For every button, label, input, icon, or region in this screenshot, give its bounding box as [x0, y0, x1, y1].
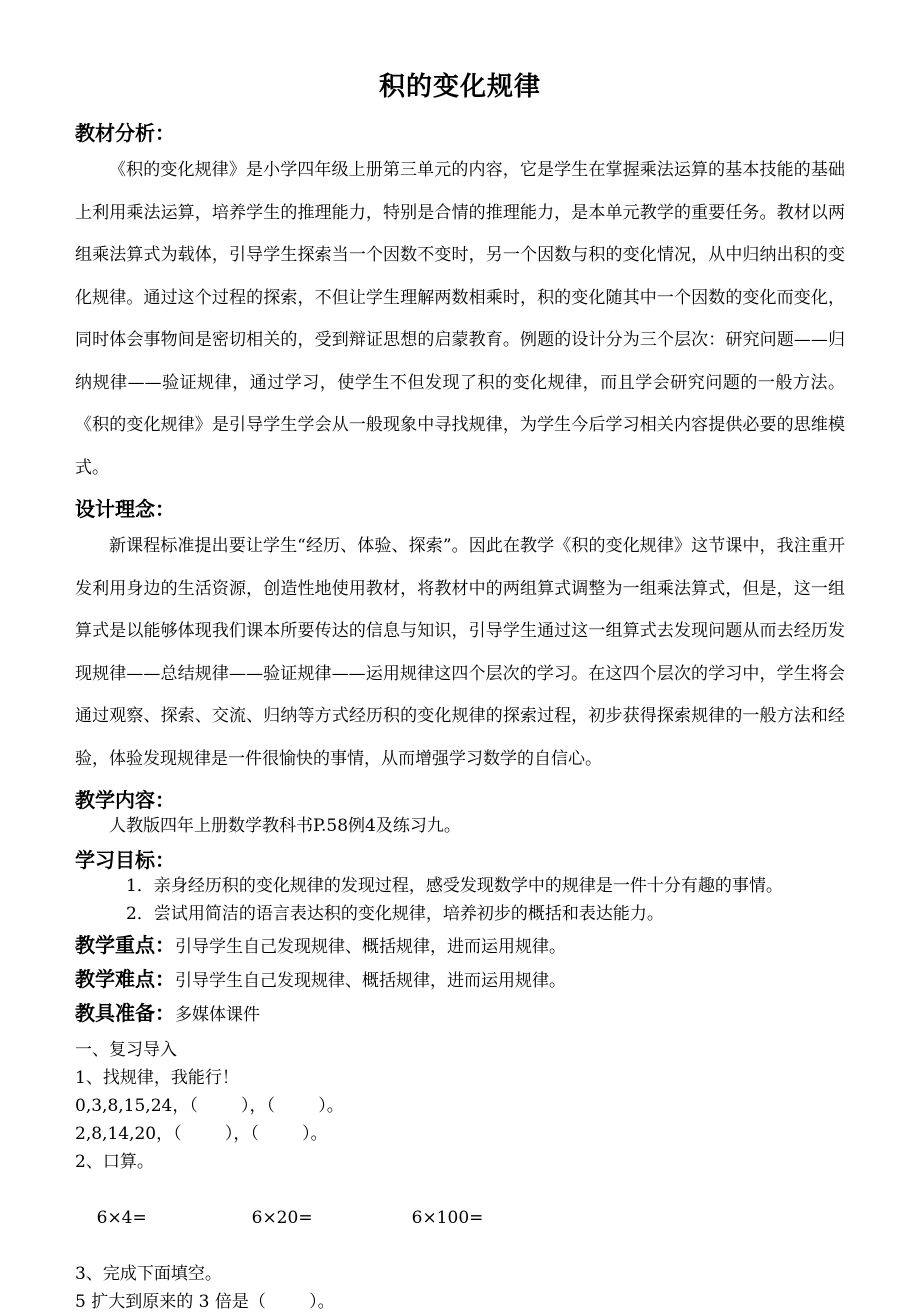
key-point-text: 引导学生自己发现规律、概括规律，进而运用规律。 — [175, 937, 566, 958]
review-task-3-label: 3、完成下面填空。 — [75, 1264, 222, 1285]
review-task-2-label: 2、口算。 — [75, 1152, 154, 1173]
paragraph-textbook-analysis: 《积的变化规律》是小学四年级上册第三单元的内容，它是学生在掌握乘法运算的基本技能的基础上利用乘法运算，培养学生的推理能力，特别是合情的推理能力，是本单元教学的重要任务。教材以两组乘法算式为载体，引导学生探索当一个因数不变时，另一个因数与积的变化情况，从中归纳出积的变化规律。通过这个过程的探索，不但让学生理解两数相乘时，积的变化随其中一个因数的变化而变化，同时体会事物间是密切相关的，受到辩证思想的启蒙教育。例题的设计分为三个层次：研究问题——归纳规律——验证规律，通过学习，使学生不但发现了积的变化规律，而且学会研究问题的一般方法。《积的变化规律》是引导学生学会从一般现象中寻找规律，为学生今后学习相关内容提供必要的思维模式。 — [75, 160, 845, 478]
review-task-2-problem: 6×4= — [96, 1208, 147, 1229]
review-task-2-problem-row — [75, 1176, 845, 1260]
section-heading-design-concept: 设计理念： — [75, 497, 175, 522]
key-point-heading: 教学重点： — [75, 933, 175, 958]
review-task-2-problem: 6×100= — [411, 1208, 484, 1229]
learning-goal-item: 2．尝试用简洁的语言表达积的变化规律，培养初步的概括和表达能力。 — [126, 904, 664, 925]
page-title: 积的变化规律 — [378, 72, 541, 102]
learning-goal-item: 1．亲身经历积的变化规律的发现过程，感受发现数学中的规律是一件十分有趣的事情。 — [126, 876, 783, 897]
difficult-point-text: 引导学生自己发现规律、概括规律，进而运用规律。 — [175, 971, 566, 992]
teaching-aids-heading: 教具准备： — [75, 1001, 175, 1026]
review-task-1-label: 1、找规律，我能行！ — [75, 1068, 239, 1089]
difficult-point-row — [75, 962, 845, 996]
teaching-aids-row — [75, 996, 845, 1030]
section-heading-teaching-content: 教学内容： — [75, 788, 175, 813]
review-intro-heading: 一、复习导入 — [75, 1040, 177, 1061]
teaching-aids-text: 多媒体课件 — [175, 1005, 260, 1026]
paragraph-design-concept: 新课程标准提出要让学生“经历、体验、探索”。因此在教学《积的变化规律》这节课中，我注重开发利用身边的生活资源，创造性地使用教材，将教材中的两组算式调整为一组乘法算式，但是，这一组算式是以能够体现我们课本所要传达的信息与知识，引导学生通过这一组算式去发现问题从而去经历发现规律——总结规律——验证规律——运用规律这四个层次的学习。在这四个层次的学习中，学生将会通过观察、探索、交流、归纳等方式经历积的变化规律的探索过程，初步获得探索规律的一般方法和经验，体验发现规律是一件很愉快的事情，从而增强学习数学的自信心。 — [75, 536, 845, 769]
review-task-3-problem: 5 扩大到原来的 3 倍是（ ）。 — [75, 1292, 335, 1313]
section-heading-textbook-analysis: 教材分析： — [75, 121, 175, 146]
key-point-row — [75, 928, 845, 962]
section-heading-learning-goals: 学习目标： — [75, 848, 175, 873]
review-task-1-problem: 0,3,8,15,24，（ ），（ ）。 — [75, 1096, 344, 1117]
review-task-2-problem: 6×20= — [251, 1208, 313, 1229]
teaching-content-text: 人教版四年上册数学教科书P.58例4及练习九。 — [109, 816, 461, 837]
review-task-1-problem: 2,8,14,20，（ ），（ ）。 — [75, 1124, 328, 1145]
difficult-point-heading: 教学难点： — [75, 967, 175, 992]
